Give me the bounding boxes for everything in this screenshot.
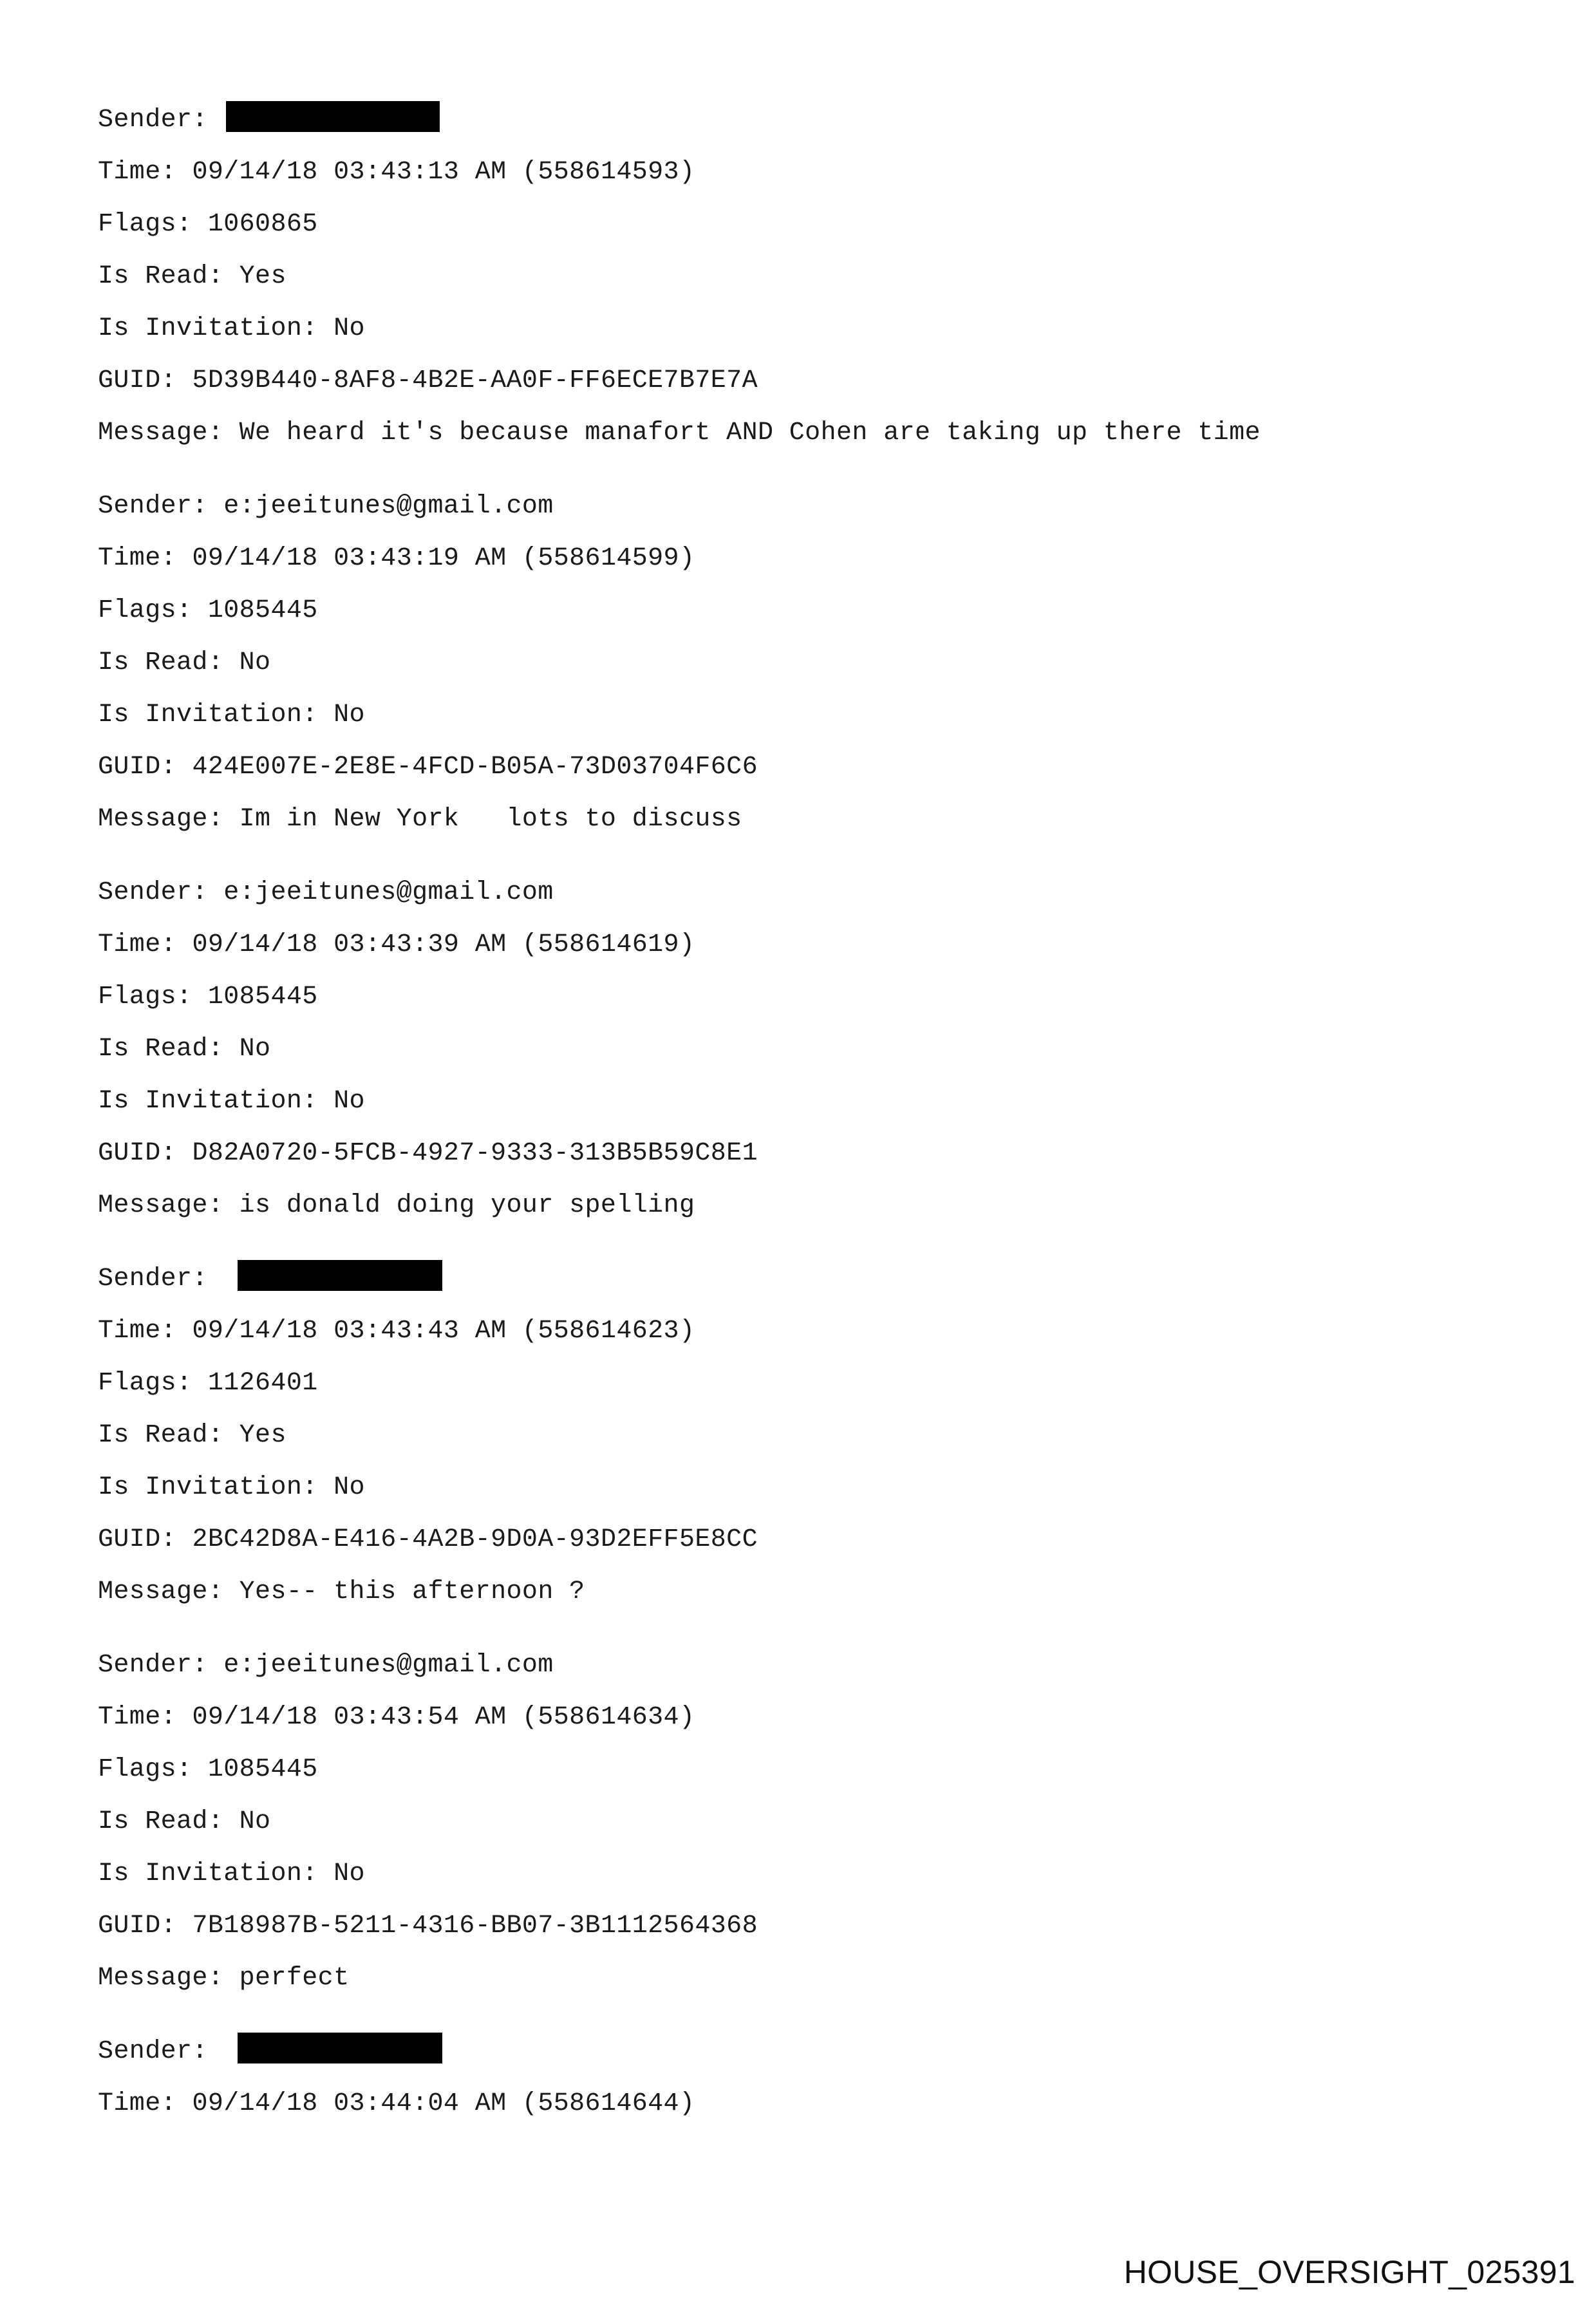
sender-label: Sender: — [98, 492, 224, 521]
sender-label: Sender: — [98, 106, 224, 135]
message-text: perfect — [239, 1964, 350, 1993]
is-read-line — [98, 1803, 1514, 1856]
message-record — [98, 1261, 1514, 1647]
sender-line — [98, 2033, 1514, 2085]
is-invitation-line — [98, 1083, 1514, 1135]
message-record — [98, 102, 1514, 488]
is-invitation-value: No — [333, 1473, 365, 1502]
time-line — [98, 2085, 1514, 2138]
is-invitation-line — [98, 1856, 1514, 1908]
guid-value: 7B18987B-5211-4316-BB07-3B1112564368 — [192, 1912, 758, 1941]
guid-line — [98, 362, 1514, 415]
sender-value: e:jeeitunes@gmail.com — [223, 492, 554, 521]
sender-line — [98, 874, 1514, 926]
time-value: 09/14/18 03:43:39 AM (558614619) — [192, 930, 695, 959]
sender-label: Sender: — [98, 1651, 224, 1680]
guid-label: GUID: — [98, 366, 192, 395]
flags-label: Flags: — [98, 596, 208, 625]
message-label: Message: — [98, 1191, 239, 1220]
flags-label: Flags: — [98, 1755, 208, 1784]
is-invitation-label: Is Invitation: — [98, 700, 334, 729]
guid-value: 5D39B440-8AF8-4B2E-AA0F-FF6ECE7B7E7A — [192, 366, 758, 395]
message-text: is donald doing your spelling — [239, 1191, 695, 1220]
sender-line — [98, 1261, 1514, 1313]
is-invitation-label: Is Invitation: — [98, 1087, 334, 1116]
sender-label: Sender: — [98, 878, 224, 907]
sender-line — [98, 102, 1514, 154]
time-line — [98, 1313, 1514, 1365]
time-label: Time: — [98, 1703, 192, 1732]
time-label: Time: — [98, 930, 192, 959]
sender-value: e:jeeitunes@gmail.com — [223, 1651, 554, 1680]
guid-value: 424E007E-2E8E-4FCD-B05A-73D03704F6C6 — [192, 753, 758, 782]
message-line — [98, 1960, 1514, 2033]
is-read-value: Yes — [239, 262, 286, 291]
message-label: Message: — [98, 1577, 239, 1606]
flags-value: 1060865 — [207, 210, 318, 239]
guid-label: GUID: — [98, 1912, 192, 1941]
flags-label: Flags: — [98, 1369, 208, 1398]
is-read-line — [98, 1031, 1514, 1083]
is-read-line — [98, 258, 1514, 310]
time-value: 09/14/18 03:43:13 AM (558614593) — [192, 158, 695, 187]
sender-label: Sender: — [98, 1264, 224, 1293]
is-read-value: No — [239, 1035, 271, 1064]
flags-line — [98, 592, 1514, 644]
time-value: 09/14/18 03:43:54 AM (558614634) — [192, 1703, 695, 1732]
guid-label: GUID: — [98, 1525, 192, 1554]
sender-label: Sender: — [98, 2037, 224, 2066]
is-read-label: Is Read: — [98, 1807, 239, 1836]
flags-line — [98, 206, 1514, 258]
is-invitation-value: No — [333, 1859, 365, 1888]
bates-number: HOUSE_OVERSIGHT_025391 — [1123, 2254, 1575, 2290]
sender-value: e:jeeitunes@gmail.com — [223, 878, 554, 907]
redaction-box — [238, 2033, 442, 2063]
flags-label: Flags: — [98, 982, 208, 1011]
flags-line — [98, 1751, 1514, 1803]
flags-label: Flags: — [98, 210, 208, 239]
message-record — [98, 2033, 1514, 2138]
time-line — [98, 154, 1514, 206]
flags-line — [98, 979, 1514, 1031]
message-record — [98, 1647, 1514, 2033]
flags-value: 1126401 — [207, 1369, 318, 1398]
message-label: Message: — [98, 418, 239, 447]
time-value: 09/14/18 03:43:19 AM (558614599) — [192, 544, 695, 573]
flags-line — [98, 1365, 1514, 1417]
is-invitation-value: No — [333, 1087, 365, 1116]
is-invitation-value: No — [333, 700, 365, 729]
guid-line — [98, 1135, 1514, 1187]
message-text: We heard it's because manafort AND Cohen are taking up there time — [239, 418, 1261, 447]
redaction-box — [238, 1260, 442, 1291]
time-value: 09/14/18 03:44:04 AM (558614644) — [192, 2089, 695, 2118]
time-label: Time: — [98, 158, 192, 187]
message-record — [98, 488, 1514, 874]
guid-value: D82A0720-5FCB-4927-9333-313B5B59C8E1 — [192, 1139, 758, 1168]
is-invitation-line — [98, 697, 1514, 749]
time-value: 09/14/18 03:43:43 AM (558614623) — [192, 1317, 695, 1346]
guid-line — [98, 749, 1514, 801]
message-log — [98, 102, 1514, 2138]
is-read-label: Is Read: — [98, 1421, 239, 1450]
is-invitation-label: Is Invitation: — [98, 1859, 334, 1888]
time-label: Time: — [98, 2089, 192, 2118]
time-line — [98, 926, 1514, 979]
message-text: Im in New York lots to discuss — [239, 805, 742, 834]
redaction-box — [226, 101, 440, 132]
time-line — [98, 1699, 1514, 1751]
message-line — [98, 801, 1514, 874]
guid-label: GUID: — [98, 1139, 192, 1168]
is-invitation-value: No — [333, 314, 365, 343]
time-line — [98, 540, 1514, 592]
is-read-line — [98, 1417, 1514, 1469]
message-line — [98, 1187, 1514, 1261]
time-label: Time: — [98, 1317, 192, 1346]
is-read-value: No — [239, 1807, 271, 1836]
guid-value: 2BC42D8A-E416-4A2B-9D0A-93D2EFF5E8CC — [192, 1525, 758, 1554]
is-read-value: Yes — [239, 1421, 286, 1450]
time-label: Time: — [98, 544, 192, 573]
is-read-value: No — [239, 648, 271, 677]
message-label: Message: — [98, 1964, 239, 1993]
flags-value: 1085445 — [207, 982, 318, 1011]
is-read-label: Is Read: — [98, 648, 239, 677]
message-record — [98, 874, 1514, 1261]
message-line — [98, 415, 1514, 488]
flags-value: 1085445 — [207, 1755, 318, 1784]
guid-line — [98, 1521, 1514, 1574]
is-invitation-line — [98, 1469, 1514, 1521]
is-read-label: Is Read: — [98, 1035, 239, 1064]
message-text: Yes-- this afternoon ? — [239, 1577, 585, 1606]
is-read-line — [98, 644, 1514, 697]
sender-line — [98, 1647, 1514, 1699]
guid-line — [98, 1908, 1514, 1960]
is-invitation-label: Is Invitation: — [98, 1473, 334, 1502]
flags-value: 1085445 — [207, 596, 318, 625]
is-read-label: Is Read: — [98, 262, 239, 291]
is-invitation-line — [98, 310, 1514, 362]
is-invitation-label: Is Invitation: — [98, 314, 334, 343]
message-line — [98, 1574, 1514, 1647]
sender-line — [98, 488, 1514, 540]
guid-label: GUID: — [98, 753, 192, 782]
message-label: Message: — [98, 805, 239, 834]
